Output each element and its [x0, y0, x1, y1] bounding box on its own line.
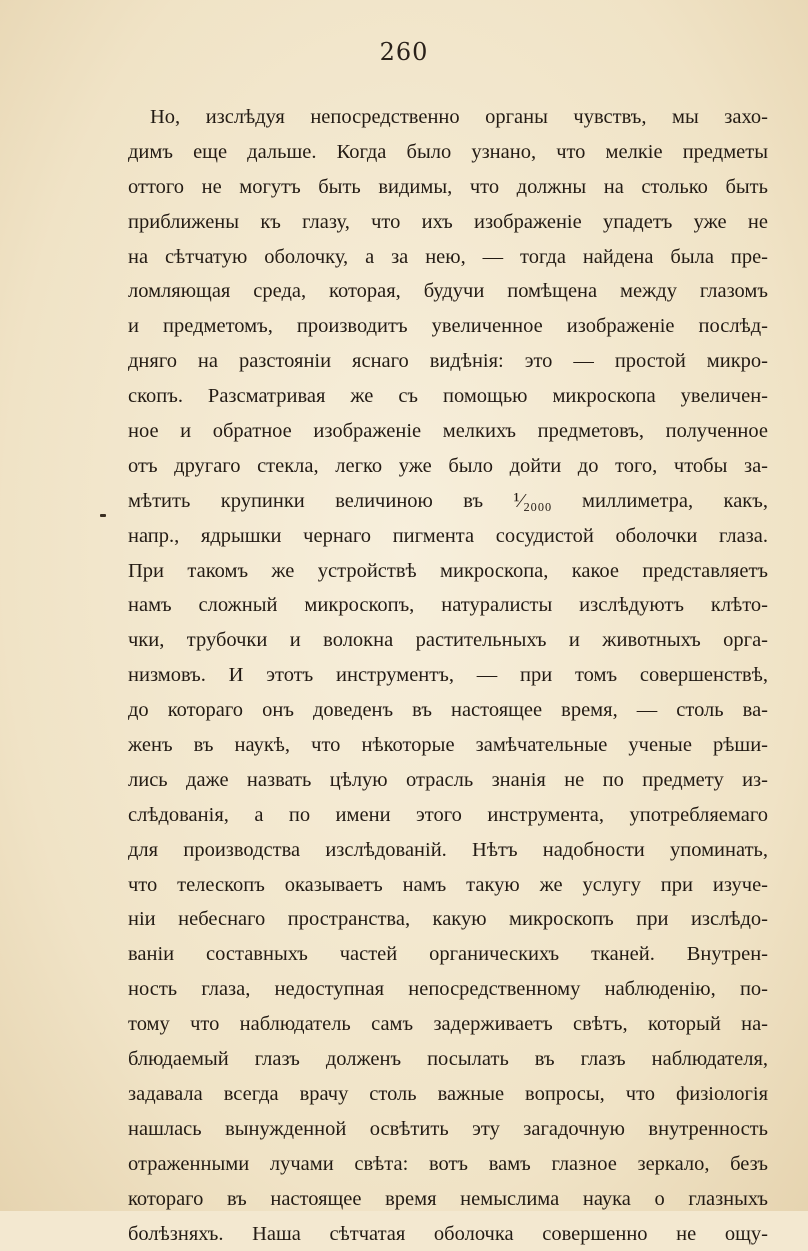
text-line: для производства изслѣдованій. Нѣтъ надобности упоминать,: [128, 833, 768, 868]
text-line: ное и обратное изображеніе мелкихъ предметовъ, полученное: [128, 414, 768, 449]
text-line: оттого не могутъ быть видимы, что должны на столько быть: [128, 170, 768, 205]
text-line: При такомъ же устройствѣ микроскопа, какое представляетъ: [128, 554, 768, 589]
text-line: котораго въ настоящее время немыслима наука о глазныхъ: [128, 1182, 768, 1217]
text-line: низмовъ. И этотъ инструментъ, — при томъ совершенствѣ,: [128, 658, 768, 693]
text-line: ность глаза, недоступная непосредственному наблюденію, по-: [128, 972, 768, 1007]
text-line: мѣтить крупинки величиною въ ¹⁄₂₀₀₀ миллиметра, какъ,: [128, 484, 768, 519]
text-line: напр., ядрышки чернаго пигмента сосудистой оболочки глаза.: [128, 519, 768, 554]
text-line: тому что наблюдатель самъ задерживаетъ свѣтъ, который на-: [128, 1007, 768, 1042]
text-line: отраженными лучами свѣта: вотъ вамъ глазное зеркало, безъ: [128, 1147, 768, 1182]
body-text: [128, 100, 768, 1251]
text-line: лись даже назвать цѣлую отрасль знанія не по предмету из-: [128, 763, 768, 798]
page-number: 260: [0, 38, 808, 66]
text-line: задавала всегда врачу столь важные вопросы, что физіологія: [128, 1077, 768, 1112]
text-line: что телескопъ оказываетъ намъ такую же услугу при изуче-: [128, 868, 768, 903]
text-line: на сѣтчатую оболочку, а за нею, — тогда найдена была пре-: [128, 240, 768, 275]
text-line: и предметомъ, производитъ увеличенное изображеніе послѣд-: [128, 309, 768, 344]
text-line: ваніи составныхъ частей органическихъ тканей. Внутрен-: [128, 937, 768, 972]
text-line: скопъ. Разсматривая же съ помощью микроскопа увеличен-: [128, 379, 768, 414]
text-line: нашлась вынужденной освѣтить эту загадочную внутренность: [128, 1112, 768, 1147]
text-line: блюдаемый глазъ долженъ посылать въ глазъ наблюдателя,: [128, 1042, 768, 1077]
text-line: приближены къ глазу, что ихъ изображеніе упадетъ уже не: [128, 205, 768, 240]
text-line: отъ другаго стекла, легко уже было дойти до того, чтобы за-: [128, 449, 768, 484]
text-line: Но, изслѣдуя непосредственно органы чувствъ, мы захо-: [128, 100, 768, 135]
text-line: слѣдованія, а по имени этого инструмента, употребляемаго: [128, 798, 768, 833]
text-line: до котораго онъ доведенъ въ настоящее время, — столь ва-: [128, 693, 768, 728]
text-line: болѣзняхъ. Наша сѣтчатая оболочка совершенно не ощу-: [128, 1217, 768, 1251]
margin-mark: [100, 514, 106, 517]
text-line: намъ сложный микроскопъ, натуралисты изслѣдуютъ клѣто-: [128, 588, 768, 623]
text-line: димъ еще дальше. Когда было узнано, что мелкіе предметы: [128, 135, 768, 170]
text-line: ломляющая среда, которая, будучи помѣщена между глазомъ: [128, 274, 768, 309]
text-line: чки, трубочки и волокна растительныхъ и животныхъ орга-: [128, 623, 768, 658]
text-line: ніи небеснаго пространства, какую микроскопъ при изслѣдо-: [128, 902, 768, 937]
text-line: дняго на разстояніи яснаго видѣнія: это — простой микро-: [128, 344, 768, 379]
text-line: женъ въ наукѣ, что нѣкоторые замѣчательные ученые рѣши-: [128, 728, 768, 763]
